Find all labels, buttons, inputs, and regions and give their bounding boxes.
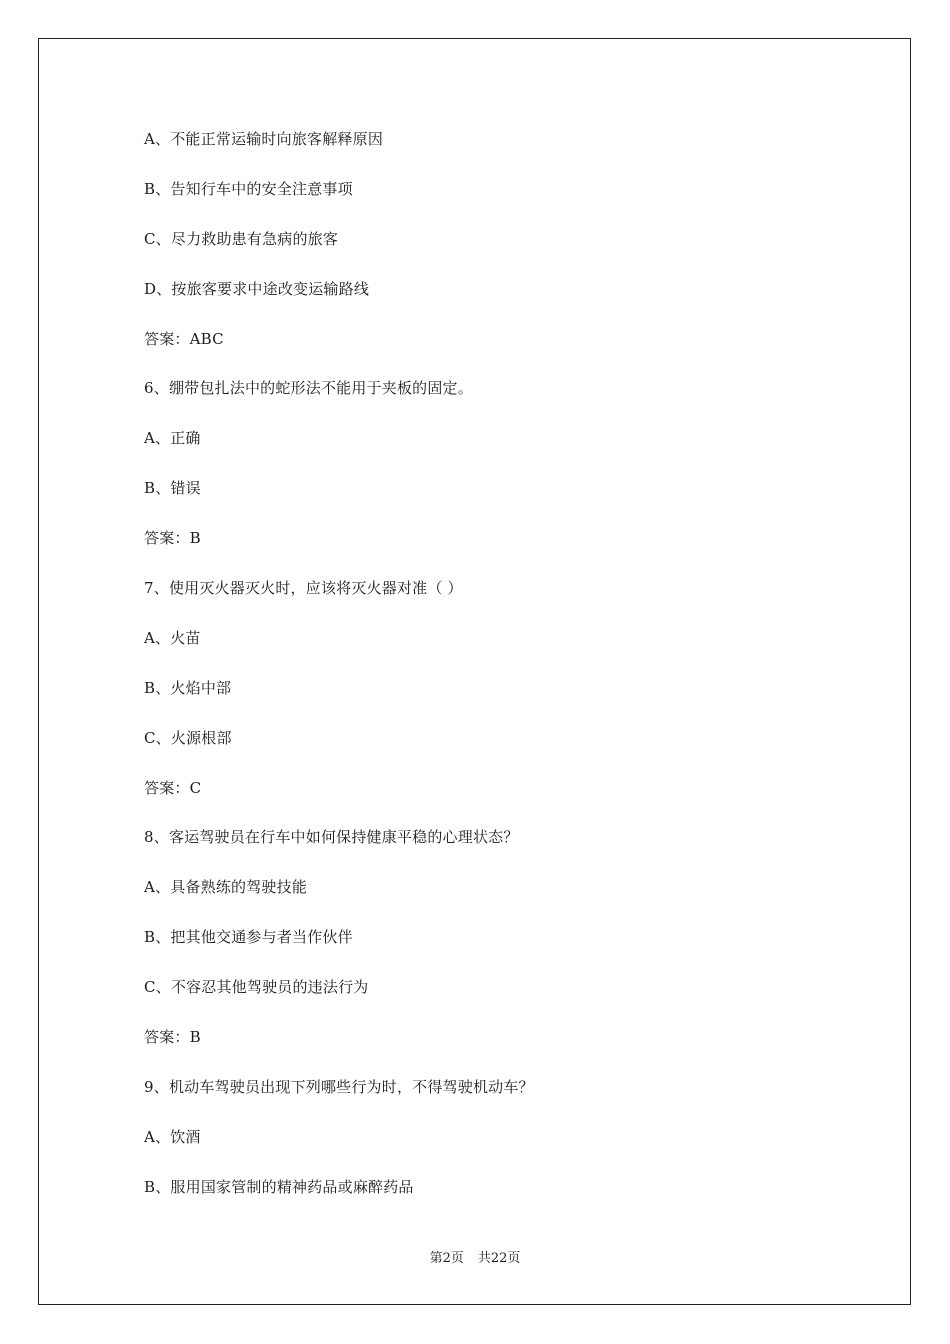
answer-text: 答案：C bbox=[144, 778, 202, 797]
question-6: 6、绷带包扎法中的蛇形法不能用于夹板的固定。 bbox=[144, 379, 473, 398]
question-7: 7、使用灭火器灭火时，应该将灭火器对准（ ） bbox=[144, 579, 463, 598]
option-b-text: B、把其他交通参与者当作伙伴 bbox=[144, 928, 353, 947]
option-c-text: C、火源根部 bbox=[144, 728, 232, 747]
option-a-text: A、火苗 bbox=[144, 628, 201, 647]
option-b-text: B、告知行车中的安全注意事项 bbox=[144, 179, 353, 198]
option-b-text: B、服用国家管制的精神药品或麻醉药品 bbox=[144, 1177, 414, 1196]
page-number: 第2页 bbox=[429, 1251, 464, 1266]
option-a-text: A、具备熟练的驾驶技能 bbox=[144, 878, 308, 897]
page-total: 共22页 bbox=[477, 1251, 521, 1266]
option-a-text: A、不能正常运输时向旅客解释原因 bbox=[144, 130, 384, 148]
option-d-text: D、按旅客要求中途改变运输路线 bbox=[144, 279, 370, 298]
answer-text: 答案：B bbox=[144, 1028, 201, 1047]
page-footer bbox=[0, 1247, 950, 1266]
answer-text: 答案：ABC bbox=[144, 329, 224, 348]
question-8: 8、客运驾驶员在行车中如何保持健康平稳的心理状态？ bbox=[144, 828, 519, 847]
answer-text: 答案：B bbox=[144, 529, 201, 548]
option-a-text: A、饮酒 bbox=[144, 1127, 201, 1146]
document-body bbox=[144, 126, 864, 1224]
question-9: 9、机动车驾驶员出现下列哪些行为时，不得驾驶机动车？ bbox=[144, 1077, 534, 1096]
option-c-text: C、不容忍其他驾驶员的违法行为 bbox=[144, 978, 369, 997]
option-b-text: B、火焰中部 bbox=[144, 678, 232, 697]
option-a-text: A、正确 bbox=[144, 429, 201, 448]
option-c-text: C、尽力救助患有急病的旅客 bbox=[144, 229, 339, 248]
option-b-text: B、错误 bbox=[144, 479, 201, 498]
